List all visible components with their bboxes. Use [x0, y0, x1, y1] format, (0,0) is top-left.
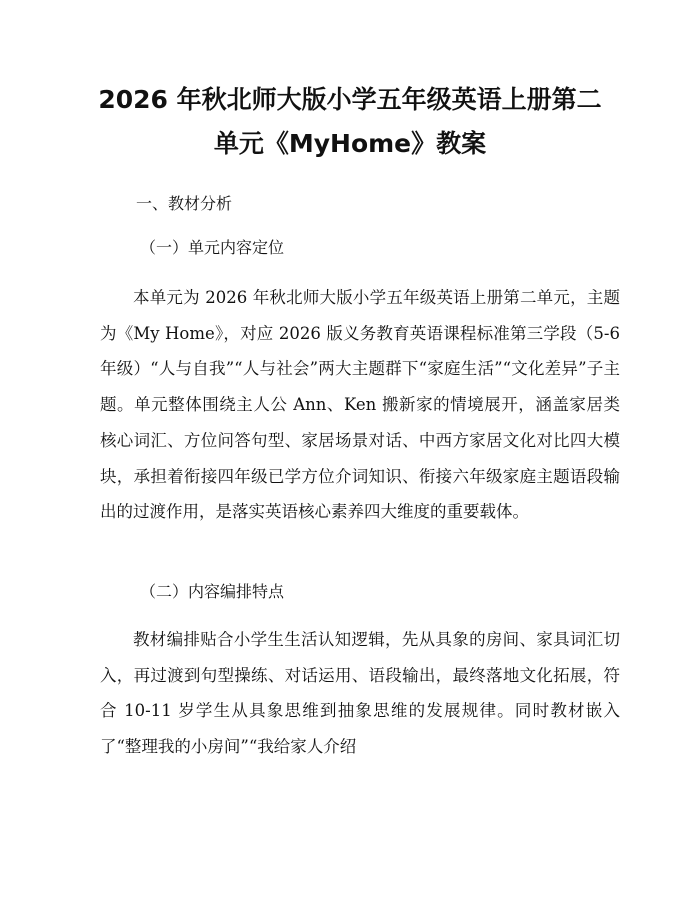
section-heading-teaching-material-analysis: 一、教材分析 [136, 194, 233, 213]
document-title-line-1: 2026 年秋北师大版小学五年级英语上册第二 [98, 85, 602, 114]
subsection-heading-unit-positioning: （一）单元内容定位 [140, 238, 285, 257]
paragraph-unit-positioning: 本单元为 2026 年秋北师大版小学五年级英语上册第二单元，主题为《My Home》，对应 2026 版义务教育英语课程标准第三学段（5-6 年级）“人与自我”“人与社会”两大主题群下“家庭生活”“文化差异”子主题。单元整体围绕主人公 Ann、Ken 搬新家的情境展开，涵盖家居类核心词汇、方位问答句型、家居场景对话、中西方家居文化对比四大模块，承担着衔接四年级已学方位介词知识、衔接六年级家庭主题语段输出的过渡作用，是落实英语核心素养四大维度的重要载体。 [100, 288, 620, 522]
paragraph-content-arrangement: 教材编排贴合小学生生活认知逻辑，先从具象的房间、家具词汇切入，再过渡到句型操练、对话运用、语段输出，最终落地文化拓展，符合 10-11 岁学生从具象思维到抽象思维的发展规律。同时教材嵌入了“整理我的小房间”“我给家人介绍 [100, 630, 620, 757]
document-title-line-2: 单元《MyHome》教案 [213, 129, 487, 158]
subsection-heading-content-arrangement: （二）内容编排特点 [140, 582, 285, 601]
